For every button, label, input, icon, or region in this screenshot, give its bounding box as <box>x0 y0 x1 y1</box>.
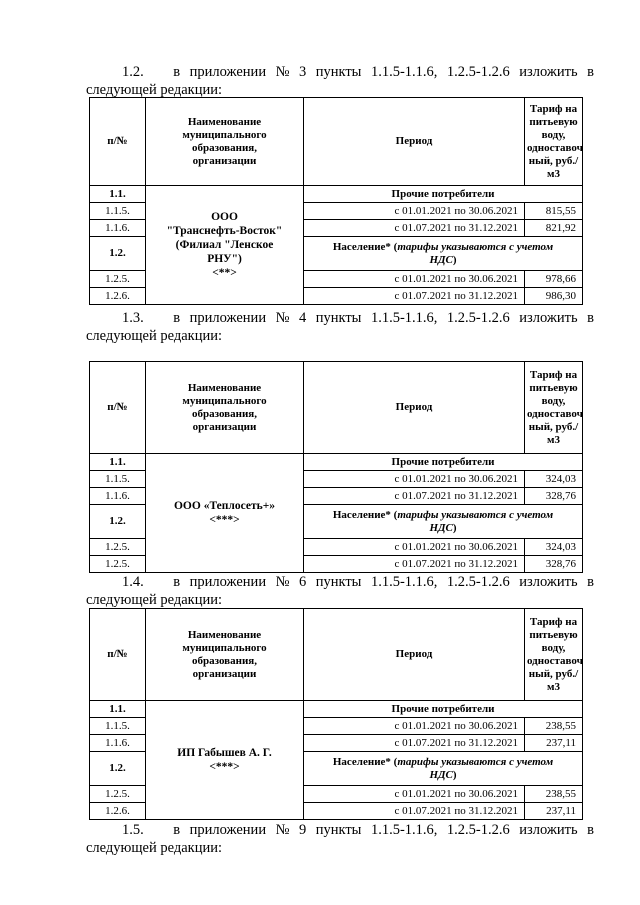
organization-line: <***> <box>209 514 240 526</box>
row-period: с 01.01.2021 по 30.06.2021 <box>304 271 525 288</box>
paragraph-word: в <box>173 64 181 80</box>
row-period: с 01.07.2021 по 31.12.2021 <box>304 288 525 305</box>
group-label <box>304 237 583 271</box>
table-row <box>90 186 583 203</box>
group-code: 1.1. <box>90 454 146 471</box>
header-tariff: Тариф на питьевую воду, одноставоч ный, руб./м3 <box>525 609 583 701</box>
table-header-row <box>90 98 583 186</box>
paragraph-word: 4 <box>298 310 307 326</box>
header-tariff: Тариф на питьевую воду, одноставоч ный, руб./м3 <box>525 362 583 454</box>
group-code: 1.2. <box>90 752 146 786</box>
row-period: с 01.07.2021 по 31.12.2021 <box>304 556 525 573</box>
row-tariff: 328,76 <box>525 488 583 505</box>
group-label-italic: НДС <box>429 253 453 266</box>
row-code: 1.1.6. <box>90 488 146 505</box>
header-number: п/№ <box>90 98 146 186</box>
header-tariff: Тариф на питьевую воду, одноставоч ный, руб./м3 <box>525 98 583 186</box>
group-label-italic: тарифы указываются с учетом <box>397 755 554 768</box>
group-code: 1.2. <box>90 237 146 271</box>
tariff-table <box>89 361 583 573</box>
paragraph-word: 1.2.5-1.2.6 <box>446 310 510 326</box>
header-number: п/№ <box>90 609 146 701</box>
row-tariff: 238,55 <box>525 718 583 735</box>
organization-cell <box>146 186 304 305</box>
row-code: 1.1.6. <box>90 220 146 237</box>
group-label-close: ) <box>452 253 457 266</box>
organization-line: (Филиал "Ленское <box>175 239 274 251</box>
paragraph-word: пункты <box>315 64 362 80</box>
group-code: 1.1. <box>90 701 146 718</box>
row-period: с 01.01.2021 по 30.06.2021 <box>304 539 525 556</box>
paragraph-continuation: следующей редакции: <box>86 591 223 608</box>
row-tariff: 815,55 <box>525 203 583 220</box>
row-code: 1.2.5. <box>90 539 146 556</box>
row-tariff: 237,11 <box>525 735 583 752</box>
row-tariff: 238,55 <box>525 786 583 803</box>
paragraph-word: приложении <box>189 574 267 590</box>
paragraph-word: в <box>173 822 181 838</box>
organization-cell <box>146 454 304 573</box>
row-tariff: 324,03 <box>525 471 583 488</box>
row-period: с 01.07.2021 по 31.12.2021 <box>304 735 525 752</box>
paragraph-word: 6 <box>298 574 307 590</box>
paragraph-word: 3 <box>298 64 307 80</box>
paragraph-number: 1.2. <box>122 64 144 80</box>
group-label <box>304 752 583 786</box>
row-tariff: 328,76 <box>525 556 583 573</box>
paragraph <box>86 310 594 345</box>
row-tariff: 986,30 <box>525 288 583 305</box>
paragraph-word: № <box>275 574 290 590</box>
paragraph-word: в <box>173 310 181 326</box>
paragraph-word: пункты <box>315 822 362 838</box>
group-label <box>304 505 583 539</box>
organization-line: <***> <box>209 761 240 773</box>
group-label: Прочие потребители <box>304 701 583 718</box>
paragraph-continuation: следующей редакции: <box>86 81 223 98</box>
group-label-close: ) <box>452 521 457 534</box>
paragraph-word: 1.2.5-1.2.6 <box>446 822 510 838</box>
paragraph-word: в <box>587 64 594 80</box>
row-tariff: 324,03 <box>525 539 583 556</box>
row-period: с 01.01.2021 по 30.06.2021 <box>304 471 525 488</box>
organization-cell <box>146 701 304 820</box>
paragraph-word: изложить <box>519 822 578 838</box>
paragraph-word: № <box>275 310 290 326</box>
row-period: с 01.07.2021 по 31.12.2021 <box>304 803 525 820</box>
paragraph-word: в <box>173 574 181 590</box>
paragraph-number: 1.4. <box>122 574 144 590</box>
paragraph-word: изложить <box>519 64 578 80</box>
organization-line: ООО <box>211 211 238 223</box>
group-label-main: Население* ( <box>332 755 398 768</box>
paragraph-word: 1.1.5-1.1.6, <box>370 310 438 326</box>
row-period: с 01.07.2021 по 31.12.2021 <box>304 220 525 237</box>
group-label: Прочие потребители <box>304 186 583 203</box>
header-period: Период <box>304 609 525 701</box>
paragraph <box>86 64 594 99</box>
row-code: 1.2.5. <box>90 556 146 573</box>
row-code: 1.2.6. <box>90 803 146 820</box>
paragraph-word: 1.1.5-1.1.6, <box>370 822 438 838</box>
paragraph-word: в <box>587 822 594 838</box>
row-code: 1.2.6. <box>90 288 146 305</box>
group-label: Прочие потребители <box>304 454 583 471</box>
tariff-table <box>89 97 583 305</box>
paragraph-word: пункты <box>315 574 362 590</box>
paragraph-word: 1.2.5-1.2.6 <box>446 574 510 590</box>
row-period: с 01.07.2021 по 31.12.2021 <box>304 488 525 505</box>
paragraph-continuation: следующей редакции: <box>86 839 223 856</box>
row-period: с 01.01.2021 по 30.06.2021 <box>304 203 525 220</box>
table-header-row <box>90 609 583 701</box>
organization-line: "Транснефть-Восток" <box>166 225 283 237</box>
paragraph-number: 1.5. <box>122 822 144 838</box>
row-tariff: 821,92 <box>525 220 583 237</box>
row-tariff: 978,66 <box>525 271 583 288</box>
paragraph-word: 1.1.5-1.1.6, <box>370 64 438 80</box>
group-label-close: ) <box>452 768 457 781</box>
paragraph-word: приложении <box>189 822 267 838</box>
paragraph-word: приложении <box>189 64 267 80</box>
row-code: 1.1.5. <box>90 718 146 735</box>
header-organization: Наименование муниципального образования, организации <box>146 362 304 454</box>
row-code: 1.1.5. <box>90 471 146 488</box>
group-label-main: Население* ( <box>332 508 398 521</box>
paragraph-word: изложить <box>519 574 578 590</box>
paragraph-word: приложении <box>189 310 267 326</box>
paragraph <box>86 822 594 857</box>
organization-line: РНУ") <box>207 253 242 265</box>
table-row <box>90 701 583 718</box>
group-label-italic: тарифы указываются с учетом <box>397 240 554 253</box>
paragraph-word: № <box>275 64 290 80</box>
paragraph-word: в <box>587 574 594 590</box>
paragraph-number: 1.3. <box>122 310 144 326</box>
row-tariff: 237,11 <box>525 803 583 820</box>
paragraph-word: изложить <box>519 310 578 326</box>
header-organization: Наименование муниципального образования, организации <box>146 609 304 701</box>
row-period: с 01.01.2021 по 30.06.2021 <box>304 786 525 803</box>
paragraph-word: 1.2.5-1.2.6 <box>446 64 510 80</box>
header-number: п/№ <box>90 362 146 454</box>
paragraph <box>86 574 594 609</box>
organization-line: <**> <box>212 267 237 279</box>
row-code: 1.1.6. <box>90 735 146 752</box>
paragraph-continuation: следующей редакции: <box>86 327 223 344</box>
paragraph-word: № <box>275 822 290 838</box>
header-period: Период <box>304 98 525 186</box>
organization-line: ООО «Теплосеть+» <box>173 500 275 512</box>
header-organization: Наименование муниципального образования, организации <box>146 98 304 186</box>
group-label-italic: НДС <box>429 768 453 781</box>
group-label-italic: тарифы указываются с учетом <box>397 508 554 521</box>
row-code: 1.1.5. <box>90 203 146 220</box>
paragraph-word: в <box>587 310 594 326</box>
group-code: 1.1. <box>90 186 146 203</box>
header-period: Период <box>304 362 525 454</box>
paragraph-word: 1.1.5-1.1.6, <box>370 574 438 590</box>
paragraph-word: пункты <box>315 310 362 326</box>
row-code: 1.2.5. <box>90 786 146 803</box>
table-header-row <box>90 362 583 454</box>
row-code: 1.2.5. <box>90 271 146 288</box>
row-period: с 01.01.2021 по 30.06.2021 <box>304 718 525 735</box>
group-label-main: Население* ( <box>332 240 398 253</box>
tariff-table <box>89 608 583 820</box>
organization-line: ИП Габышев А. Г. <box>177 747 272 759</box>
table-row <box>90 454 583 471</box>
group-label-italic: НДС <box>429 521 453 534</box>
paragraph-word: 9 <box>298 822 307 838</box>
group-code: 1.2. <box>90 505 146 539</box>
